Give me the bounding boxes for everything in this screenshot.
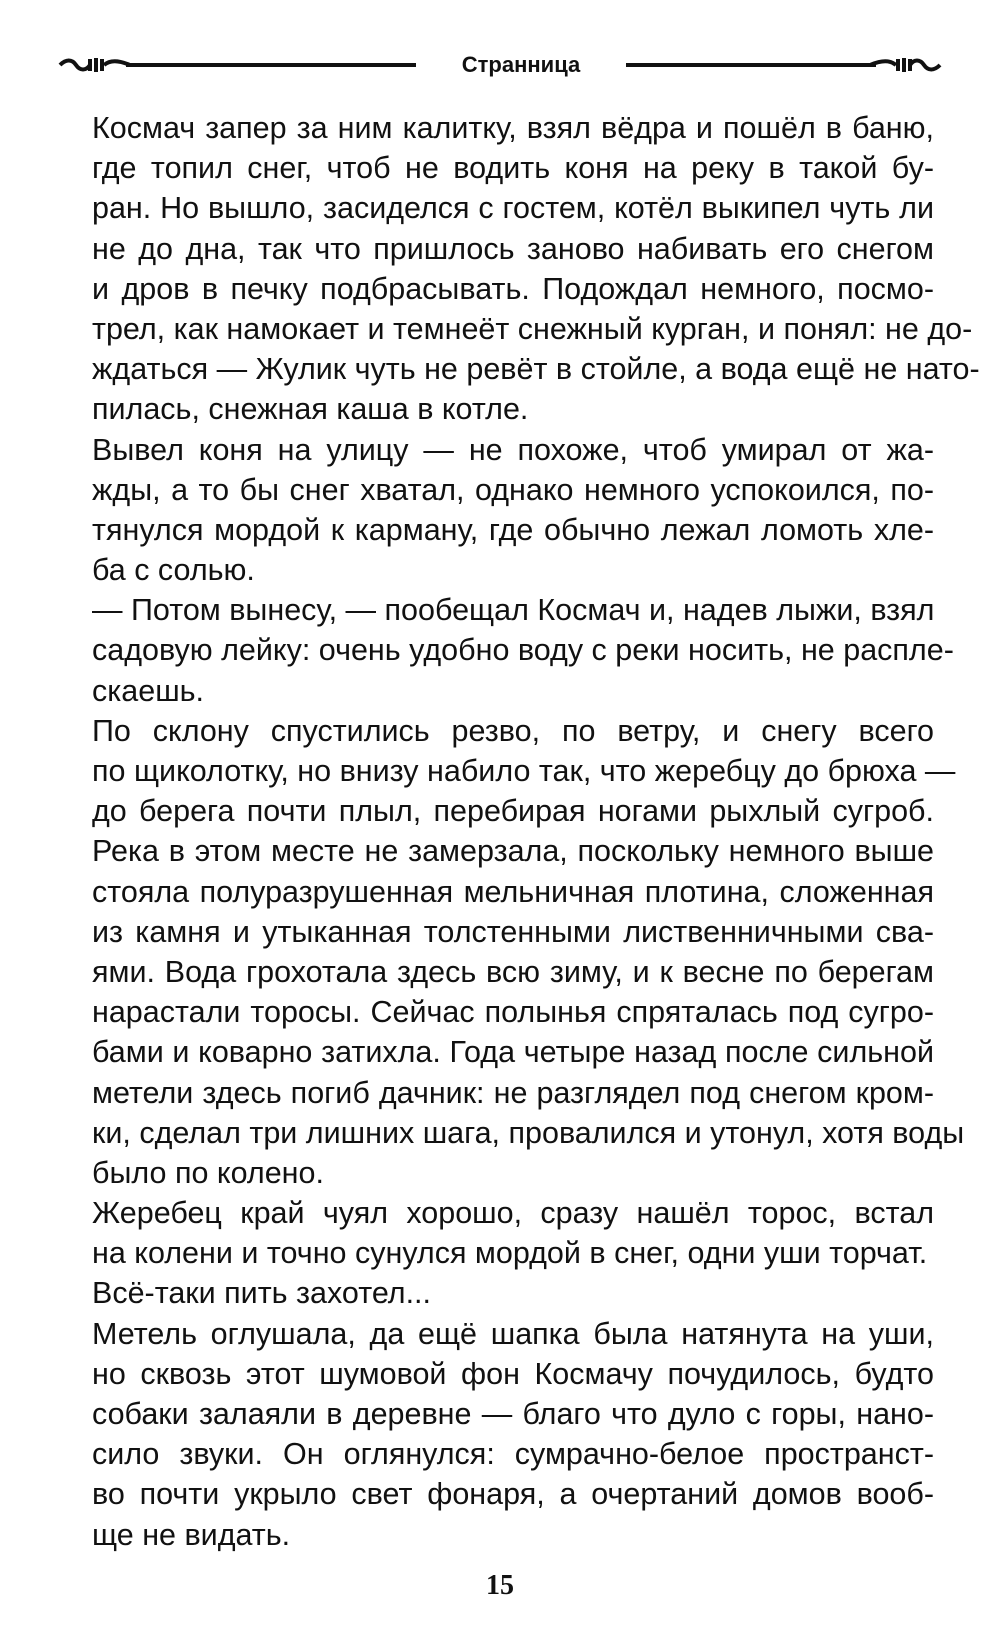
paragraph bbox=[92, 430, 934, 591]
text-line: Космач запер за ним калитку, взял вёдра и пошёл в баню, bbox=[92, 111, 934, 145]
text-line: где топил снег, чтоб не водить коня на реку в такой бу- bbox=[92, 151, 934, 186]
text-line: По склону спустились резво, по ветру, и снегу всего bbox=[92, 713, 934, 748]
text-line: бами и коварно затихла. Года четыре назад после сильной bbox=[92, 1035, 934, 1070]
text-line: метели здесь погиб дачник: не разглядел под снегом кром- bbox=[92, 1075, 934, 1110]
text-line: стояла полуразрушенная мельничная плотина, сложенная bbox=[92, 874, 934, 909]
text-line: пилась, снежная каша в котле. bbox=[92, 392, 529, 427]
text-line: ждаться — Жулик чуть не ревёт в стойле, а вода ещё не нато- bbox=[92, 352, 980, 387]
text-line: нарастали торосы. Сейчас полынья спряталась под сугро- bbox=[92, 995, 934, 1030]
text-line: Жеребец край чуял хорошо, сразу нашёл торос, встал bbox=[92, 1196, 934, 1231]
running-header bbox=[58, 44, 938, 84]
left-ornament-icon bbox=[58, 56, 130, 74]
paragraph bbox=[92, 108, 980, 430]
text-line: из камня и утыканная толстенными лиственничными сва- bbox=[92, 914, 934, 949]
text-line: тянулся мордой к карману, где обычно лежал ломоть хле- bbox=[92, 512, 934, 547]
text-line: по щиколотку, но внизу набило так, что жеребцу до брюха — bbox=[92, 754, 956, 788]
paragraph bbox=[92, 1273, 934, 1313]
text-line: ба с солью. bbox=[92, 553, 255, 588]
text-line: трел, как намокает и темнеёт снежный курган, и понял: не до- bbox=[92, 311, 973, 346]
text-line: собаки залаяли в деревне — благо что дуло с горы, нано- bbox=[92, 1397, 934, 1431]
text-line: ями. Вода грохотала здесь всю зиму, и к весне по берегам bbox=[92, 954, 934, 989]
page-number: 15 bbox=[486, 1570, 514, 1601]
text-line: Река в этом месте не замерзала, поскольку немного выше bbox=[92, 834, 934, 869]
paragraph bbox=[92, 1314, 934, 1555]
text-line: на колени и точно сунулся мордой в снег, одни уши торчат. bbox=[92, 1236, 928, 1271]
text-line: Всё-таки пить захотел... bbox=[92, 1276, 431, 1311]
text-line: и дров в печку подбрасывать. Подождал немного, посмо- bbox=[92, 271, 934, 306]
paragraph bbox=[92, 1193, 934, 1273]
text-line: ран. Но вышло, засиделся с гостем, котёл выкипел чуть ли bbox=[92, 191, 934, 226]
page-body bbox=[92, 108, 980, 1555]
text-line: ще не видать. bbox=[92, 1517, 291, 1552]
right-ornament-icon bbox=[870, 56, 942, 74]
text-line: Метель оглушала, да ещё шапка была натянута на уши, bbox=[92, 1316, 934, 1351]
text-line: Вывел коня на улицу — не похоже, чтоб умирал от жа- bbox=[92, 432, 934, 467]
header-title: Странница bbox=[461, 52, 581, 77]
text-line: было по колено. bbox=[92, 1155, 324, 1190]
header-rule-left bbox=[126, 63, 416, 67]
text-line: до берега почти плыл, перебирая ногами рыхлый сугроб. bbox=[92, 794, 934, 829]
text-line: скаешь. bbox=[92, 673, 205, 708]
text-line: — Потом вынесу, — пообещал Космач и, надев лыжи, взял bbox=[92, 593, 935, 628]
text-line: жды, а то бы снег хватал, однако немного успокоился, по- bbox=[92, 472, 934, 507]
header-rule-right bbox=[626, 63, 876, 67]
text-line: не до дна, так что пришлось заново набивать его снегом bbox=[92, 231, 934, 266]
text-line: садовую лейку: очень удобно воду с реки носить, не распле- bbox=[92, 633, 954, 668]
text-line: но сквозь этот шумовой фон Космачу почудилось, будто bbox=[92, 1356, 934, 1391]
paragraph bbox=[92, 590, 954, 711]
paragraph bbox=[92, 711, 965, 1193]
text-line: во почти укрыло свет фонаря, а очертаний домов вооб- bbox=[92, 1477, 934, 1512]
text-line: ки, сделал три лишних шага, провалился и утонул, хотя воды bbox=[92, 1115, 965, 1150]
text-line: сило звуки. Он оглянулся: сумрачно-белое пространст- bbox=[92, 1437, 934, 1472]
